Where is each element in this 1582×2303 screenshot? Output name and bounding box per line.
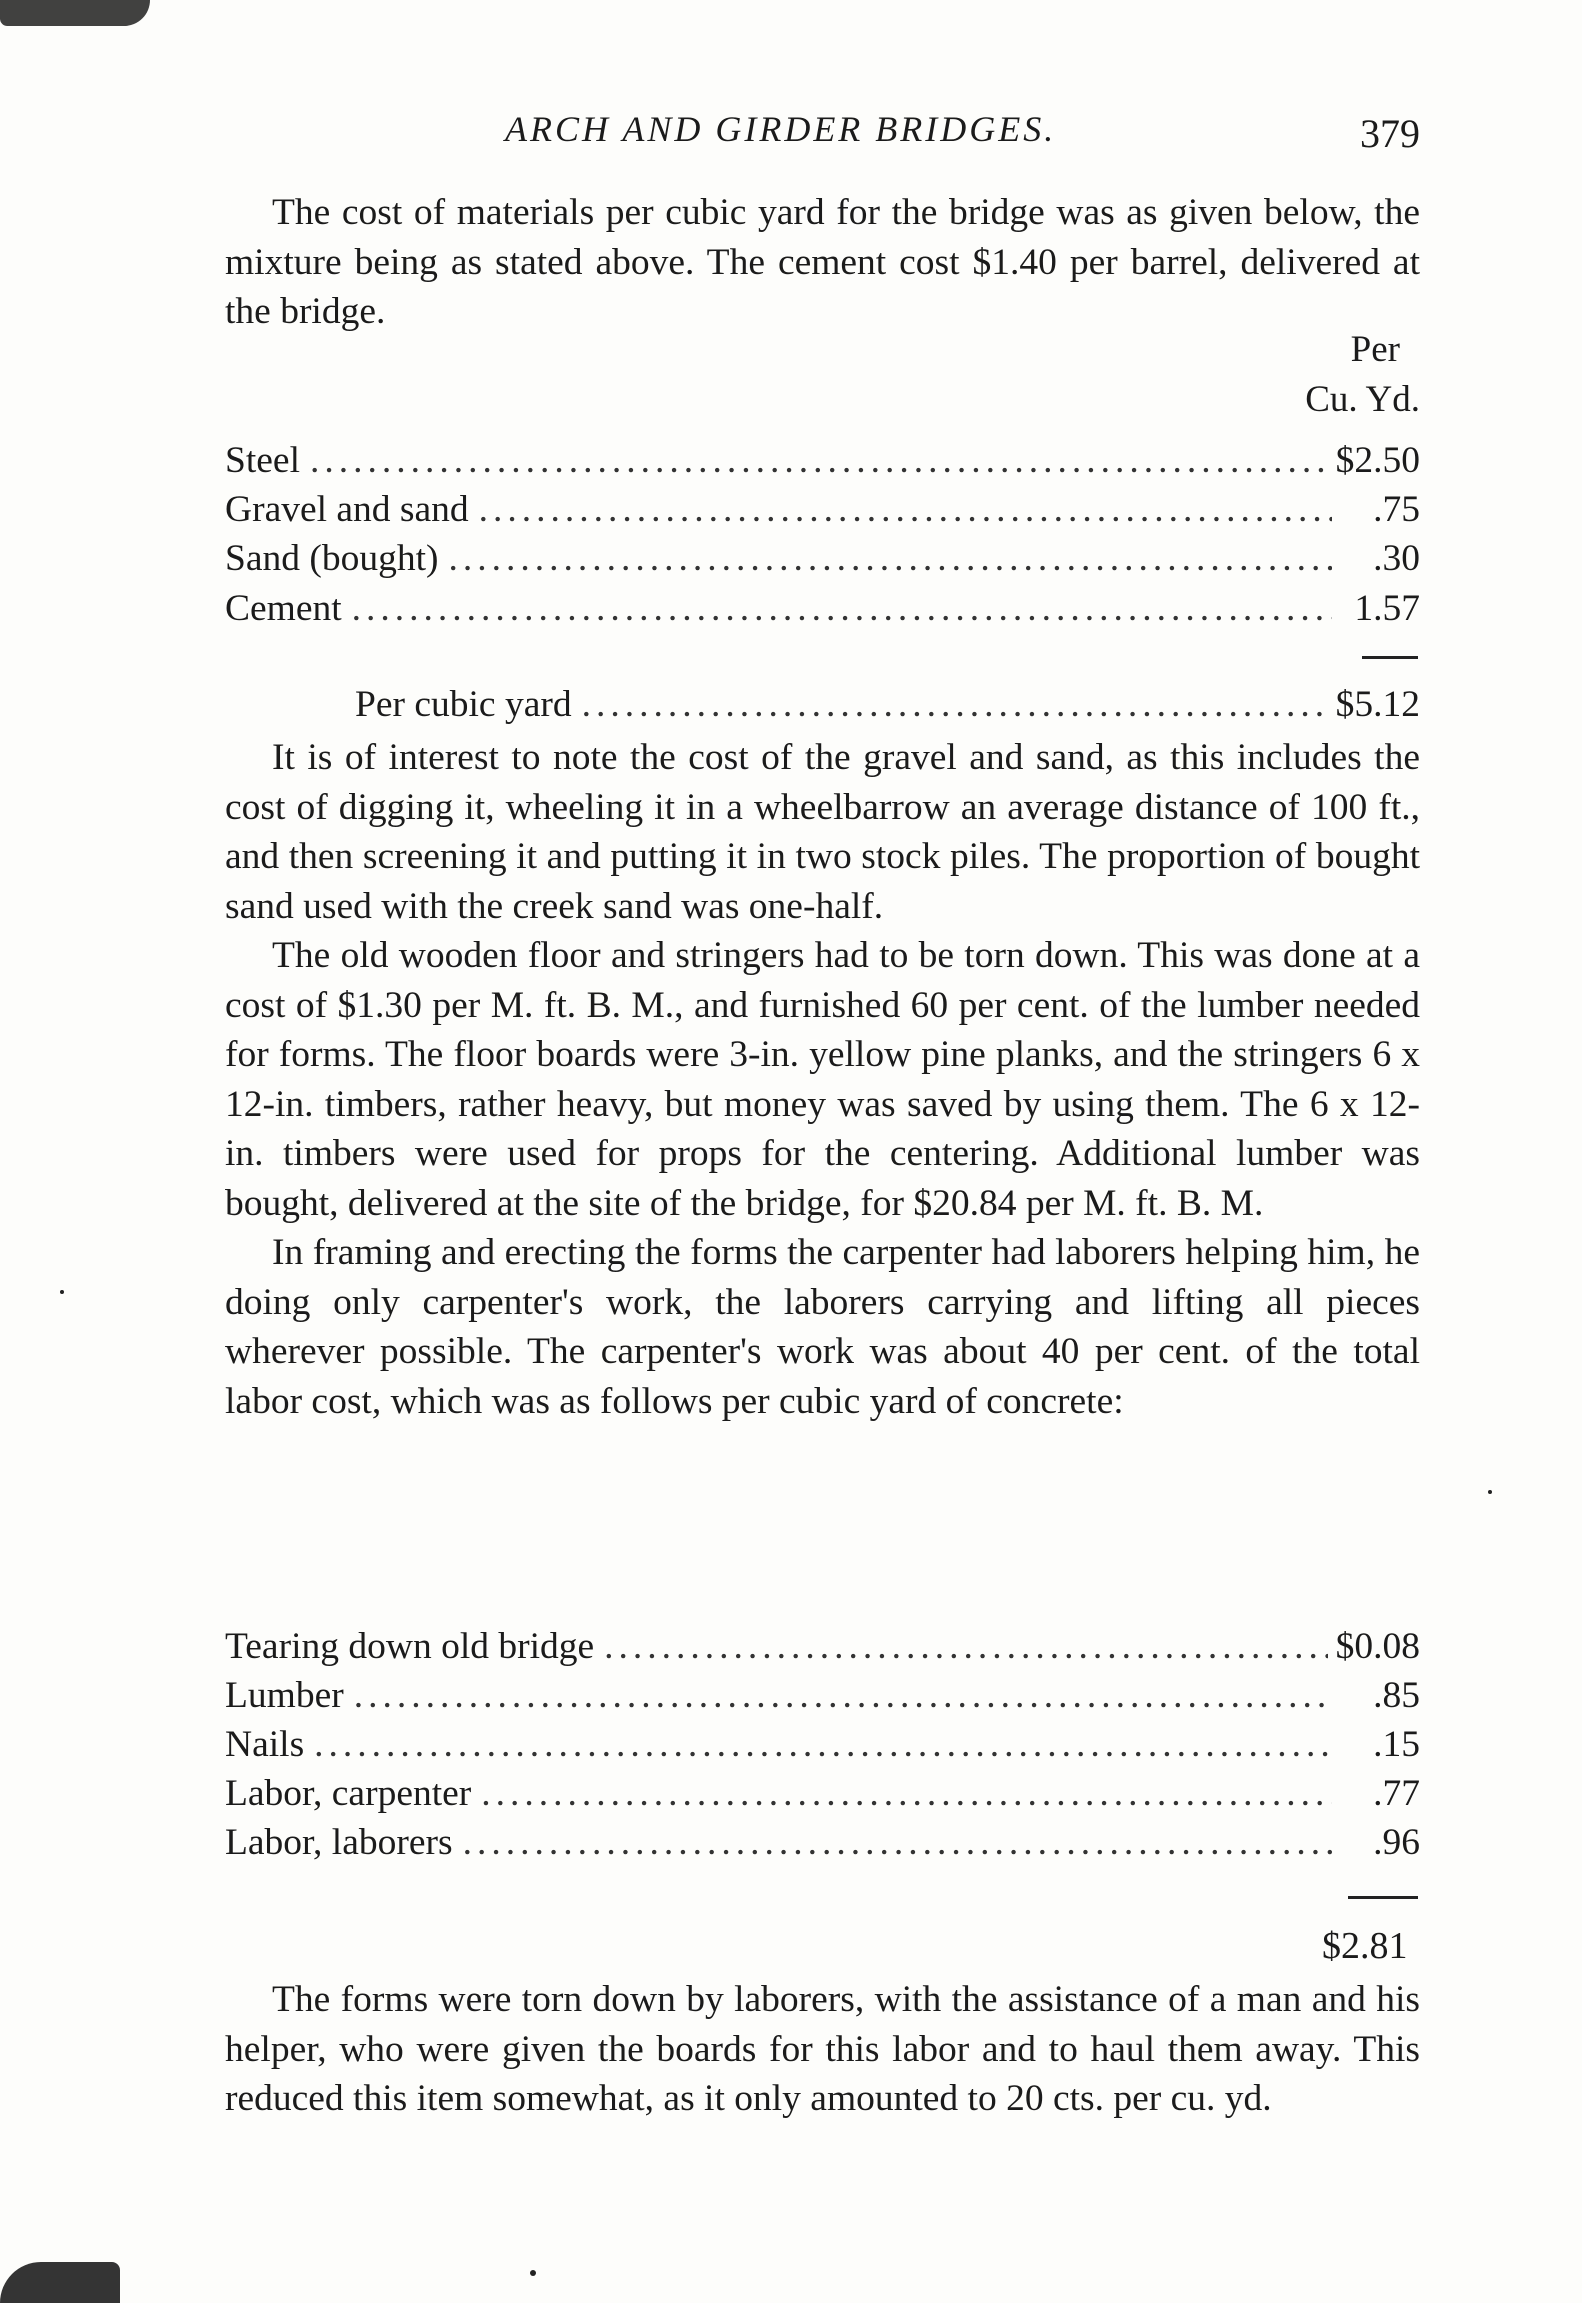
materials-row bbox=[225, 436, 1420, 486]
paragraph: It is of interest to note the cost of the gravel and sand, as this includes the cost of digging it, wheeling it in a wheelbarrow an average distance of 100 ft., and then screening it and putting it in two stock piles. The proportion of bought sand used with the creek sand was one-half. bbox=[225, 737, 1420, 927]
row-amount: .77 bbox=[1373, 1773, 1420, 1814]
labor-row bbox=[225, 1818, 1420, 1868]
materials-row bbox=[225, 534, 1420, 584]
row-amount: .85 bbox=[1373, 1675, 1420, 1716]
row-amount: .15 bbox=[1373, 1724, 1420, 1765]
row-amount: $2.50 bbox=[1335, 440, 1420, 481]
scan-smudge-top-left bbox=[0, 0, 150, 26]
page-header bbox=[225, 100, 1420, 160]
row-label: Cement bbox=[225, 588, 342, 629]
scan-speck bbox=[530, 2270, 536, 2276]
labor-row bbox=[225, 1769, 1420, 1819]
intro-paragraph-block bbox=[225, 188, 1420, 337]
scan-speck bbox=[1488, 1490, 1492, 1494]
row-amount: .30 bbox=[1373, 538, 1420, 579]
total-label: Per cubic yard bbox=[355, 684, 572, 725]
closing-paragraph: The forms were torn down by laborers, with the assistance of a man and his helper, who were given the boards for this labor and to haul them away. This reduced this item somewhat, as it only amounted to 20 cts. per cu. yd. bbox=[225, 1979, 1420, 2119]
dot-leader bbox=[604, 1622, 1327, 1672]
dot-leader bbox=[310, 436, 1328, 486]
labor-row bbox=[225, 1671, 1420, 1721]
dot-leader bbox=[449, 534, 1332, 584]
dot-leader bbox=[481, 1769, 1332, 1819]
row-amount: 1.57 bbox=[1354, 588, 1420, 629]
labor-row bbox=[225, 1720, 1420, 1770]
materials-column-head bbox=[225, 328, 1420, 428]
paragraph: In framing and erecting the forms the carpenter had laborers helping him, he doing only carpenter's work, the laborers carrying and lifting all pieces wherever possible. The carpenter's work was about 40 per cent. of the total labor cost, which was as follows per cubic yard of concrete: bbox=[225, 1232, 1420, 1422]
column-head-per: Per bbox=[1350, 329, 1400, 370]
row-label: Tearing down old bridge bbox=[225, 1626, 595, 1667]
row-label: Gravel and sand bbox=[225, 489, 469, 530]
total-amount: $5.12 bbox=[1335, 684, 1420, 725]
column-head-cu-yd: Cu. Yd. bbox=[1305, 379, 1420, 420]
dot-leader bbox=[463, 1818, 1332, 1868]
row-amount: $0.08 bbox=[1335, 1626, 1420, 1667]
labor-total-amount: $2.81 bbox=[1322, 1925, 1408, 1967]
labor-row bbox=[225, 1622, 1420, 1672]
materials-total-row bbox=[225, 680, 1420, 730]
row-label: Sand (bought) bbox=[225, 538, 439, 579]
row-label: Nails bbox=[225, 1724, 305, 1765]
scan-speck bbox=[60, 1290, 64, 1294]
row-label: Lumber bbox=[225, 1675, 344, 1716]
row-label: Steel bbox=[225, 440, 300, 481]
scan-smudge-bottom-left bbox=[0, 2262, 120, 2303]
row-label: Labor, carpenter bbox=[225, 1773, 472, 1814]
dot-leader bbox=[354, 1671, 1332, 1721]
dot-leader bbox=[314, 1720, 1332, 1770]
sum-rule bbox=[1362, 656, 1418, 659]
row-amount: .96 bbox=[1373, 1822, 1420, 1863]
dot-leader bbox=[352, 584, 1332, 634]
dot-leader bbox=[582, 680, 1328, 730]
sum-rule bbox=[1348, 1896, 1418, 1899]
running-head: ARCH AND GIRDER BRIDGES. bbox=[505, 109, 1057, 149]
materials-row bbox=[225, 485, 1420, 535]
closing-block bbox=[225, 1975, 1420, 2124]
intro-paragraph: The cost of materials per cubic yard for the bridge was as given below, the mixture being as stated above. The cement cost $1.40 per barrel, delivered at the bridge. bbox=[225, 192, 1420, 332]
dot-leader bbox=[479, 485, 1332, 535]
page-number: 379 bbox=[1360, 111, 1420, 156]
materials-row bbox=[225, 584, 1420, 634]
row-amount: .75 bbox=[1373, 489, 1420, 530]
paragraph: The old wooden floor and stringers had to be torn down. This was done at a cost of $1.30 per M. ft. B. M., and furnished 60 per cent. of the lumber needed for forms. The floor boards were 3-in. yellow pine planks, and the stringers 6 x 12-in. timbers, rather heavy, but money was saved by using them. The 6 x 12-in. timbers were used for props for the centering. Additional lumber was bought, delivered at the site of the bridge, for $20.84 per M. ft. B. M. bbox=[225, 935, 1420, 1224]
row-label: Labor, laborers bbox=[225, 1822, 453, 1863]
body-text bbox=[225, 733, 1420, 1426]
